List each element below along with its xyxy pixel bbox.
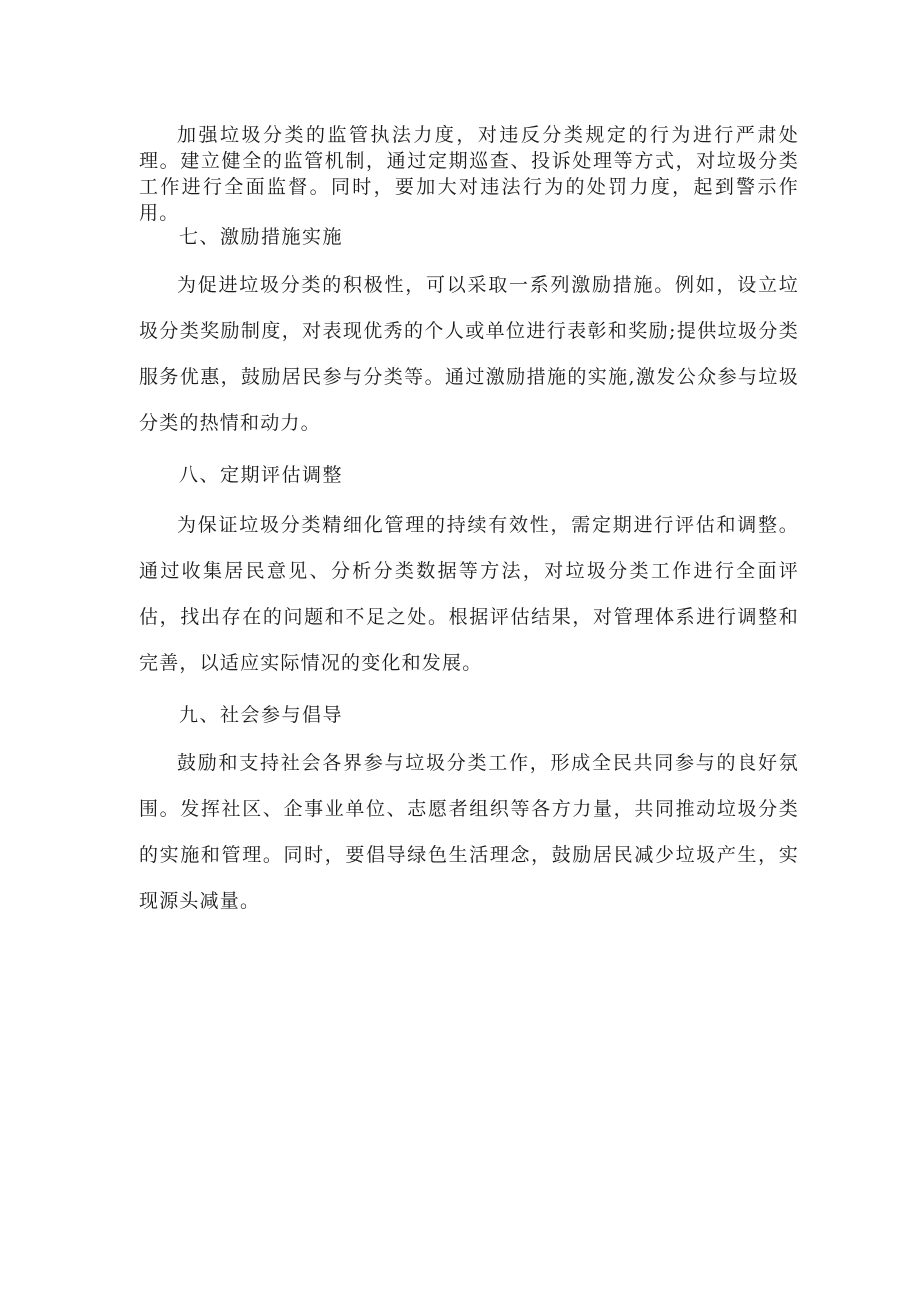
paragraph-participation: 鼓励和支持社会各界参与垃圾分类工作，形成全民共同参与的良好氛围。发挥社区、企事业单位、志愿者组织等各方力量，共同推动垃圾分类的实施和管理。同时，要倡导绿色生活理念，鼓励居民减少垃圾产生，实现源头减量。: [139, 752, 799, 912]
paragraph-evaluation: 为保证垃圾分类精细化管理的持续有效性，需定期进行评估和调整。通过收集居民意见、分析分类数据等方法，对垃圾分类工作进行全面评估，找出存在的问题和不足之处。根据评估结果，对管理体系进行调整和完善，以适应实际情况的变化和发展。: [139, 514, 799, 674]
section-heading-participation: 九、社会参与倡导: [179, 704, 344, 726]
paragraph-incentive: 为促进垃圾分类的积极性，可以采取一系列激励措施。例如，设立垃圾分类奖励制度，对表现优秀的个人或单位进行表彰和奖励;提供垃圾分类服务优惠，鼓励居民参与分类等。通过激励措施的实施,激发公众参与垃圾分类的热情和动力。: [139, 274, 799, 434]
section-heading-incentive: 七、激励措施实施: [179, 226, 344, 248]
section-heading-evaluation: 八、定期评估调整: [179, 464, 344, 486]
paragraph-supervision: 加强垃圾分类的监管执法力度，对违反分类规定的行为进行严肃处理。建立健全的监管机制，通过定期巡查、投诉处理等方式，对垃圾分类工作进行全面监督。同时，要加大对违法行为的处罚力度，起到警示作用。: [139, 124, 799, 224]
